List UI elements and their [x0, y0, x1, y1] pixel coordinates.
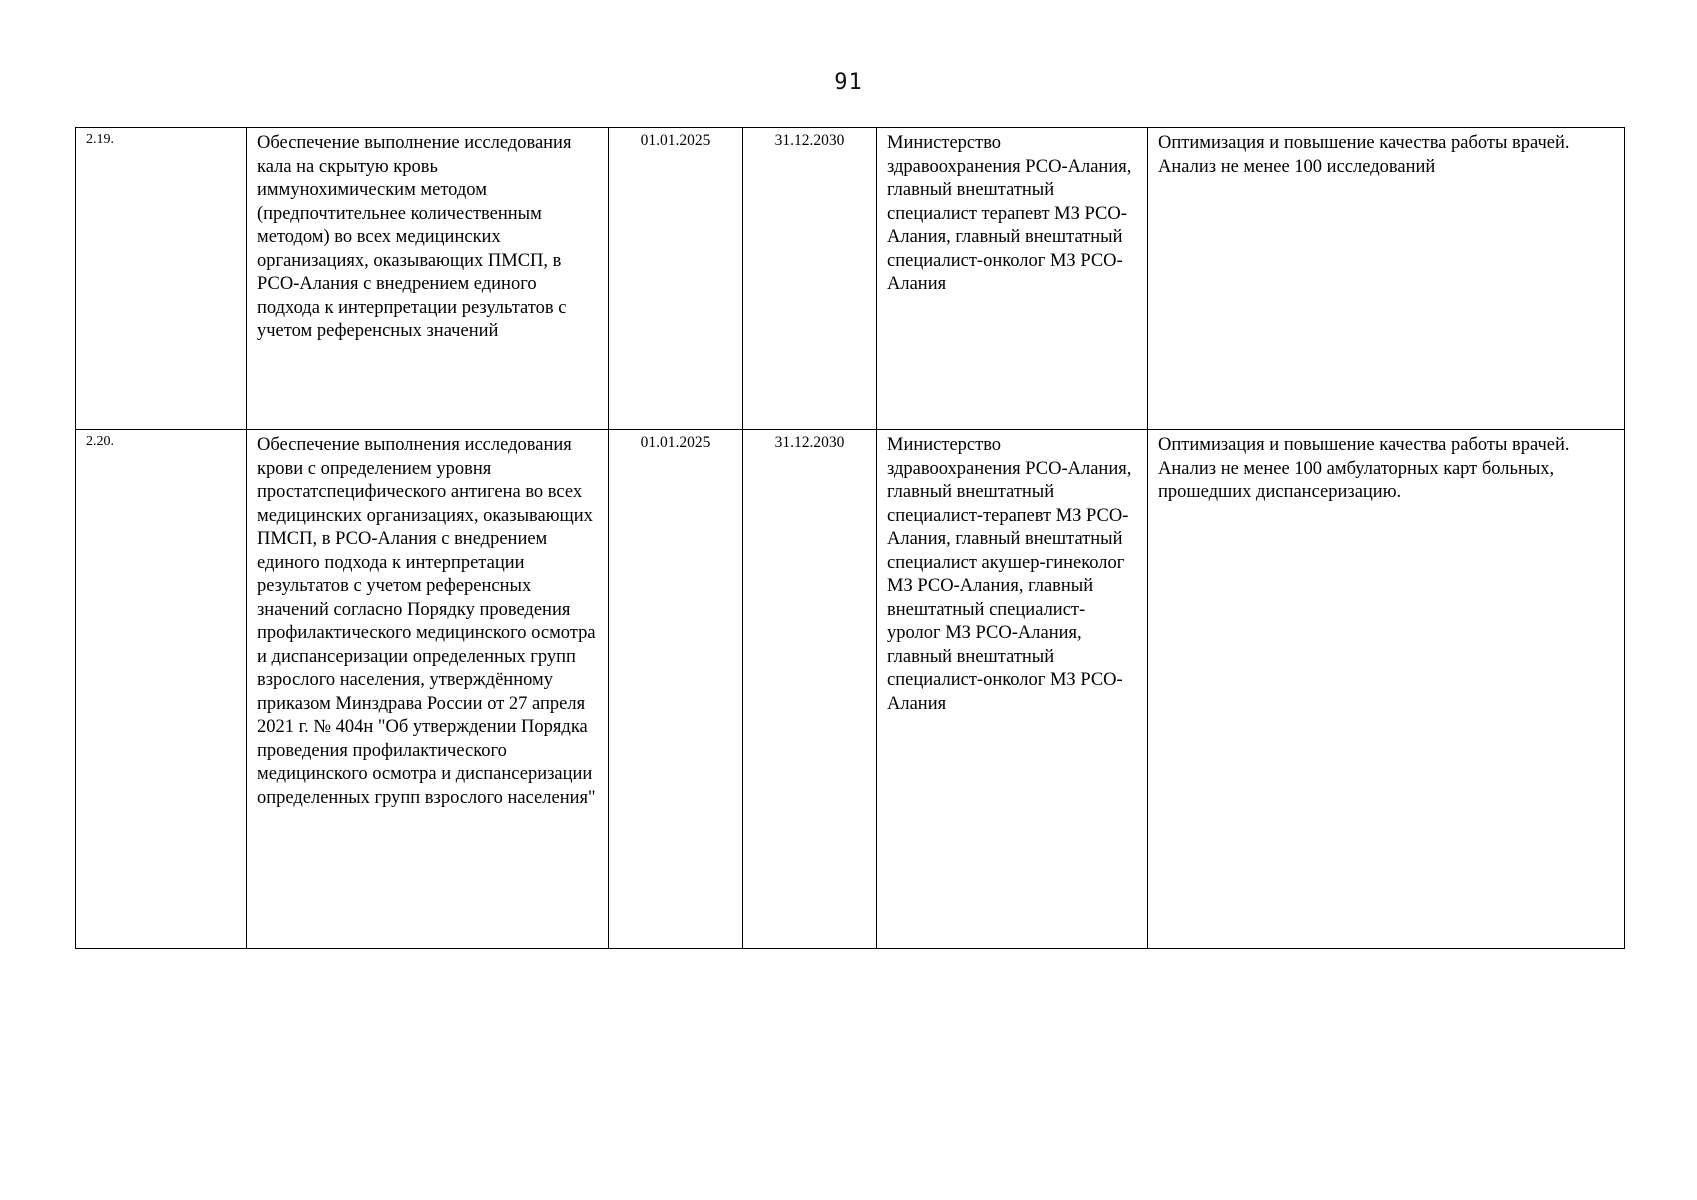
expected-result: Оптимизация и повышение качества работы врачей. Анализ не менее 100 амбулаторных карт больных, прошедших диспансеризацию.	[1148, 430, 1625, 949]
responsible-parties: Министерство здравоохранения РСО-Алания, главный внештатный специалист терапевт МЗ РСО-Алания, главный внештатный специалист-онколог МЗ РСО-Алания	[877, 128, 1148, 430]
table-row	[76, 128, 1625, 430]
measure-description: Обеспечение выполнение исследования кала на скрытую кровь иммунохимическим методом (предпочтительнее количественным методом) во всех медицинских организациях, оказывающих ПМСП, в РСО-Алания с внедрением единого подхода к интерпретации результатов с учетом референсных значений	[247, 128, 609, 430]
end-date: 31.12.2030	[743, 430, 877, 949]
start-date: 01.01.2025	[609, 128, 743, 430]
start-date: 01.01.2025	[609, 430, 743, 949]
measure-description: Обеспечение выполнения исследования крови с определением уровня простатспецифического антигена во всех медицинских организациях, оказывающих ПМСП, в РСО-Алания с внедрением единого подхода к интерпретации результатов с учетом референсных значений согласно Порядку проведения профилактического медицинского осмотра и диспансеризации определенных групп взрослого населения, утверждённому приказом Минздрава России от 27 апреля 2021 г. № 404н "Об утверждении Порядка проведения профилактического медицинского осмотра и диспансеризации определенных групп взрослого населения"	[247, 430, 609, 949]
row-number: 2.19.	[76, 128, 247, 430]
row-number: 2.20.	[76, 430, 247, 949]
responsible-parties: Министерство здравоохранения РСО-Алания, главный внештатный специалист-терапевт МЗ РСО-Алания, главный внештатный специалист акушер-гинеколог МЗ РСО-Алания, главный внештатный специалист-уролог МЗ РСО-Алания, главный внештатный специалист-онколог МЗ РСО-Алания	[877, 430, 1148, 949]
page-number: 91	[834, 70, 863, 95]
measures-table	[75, 127, 1625, 949]
table-row	[76, 430, 1625, 949]
expected-result: Оптимизация и повышение качества работы врачей. Анализ не менее 100 исследований	[1148, 128, 1625, 430]
end-date: 31.12.2030	[743, 128, 877, 430]
